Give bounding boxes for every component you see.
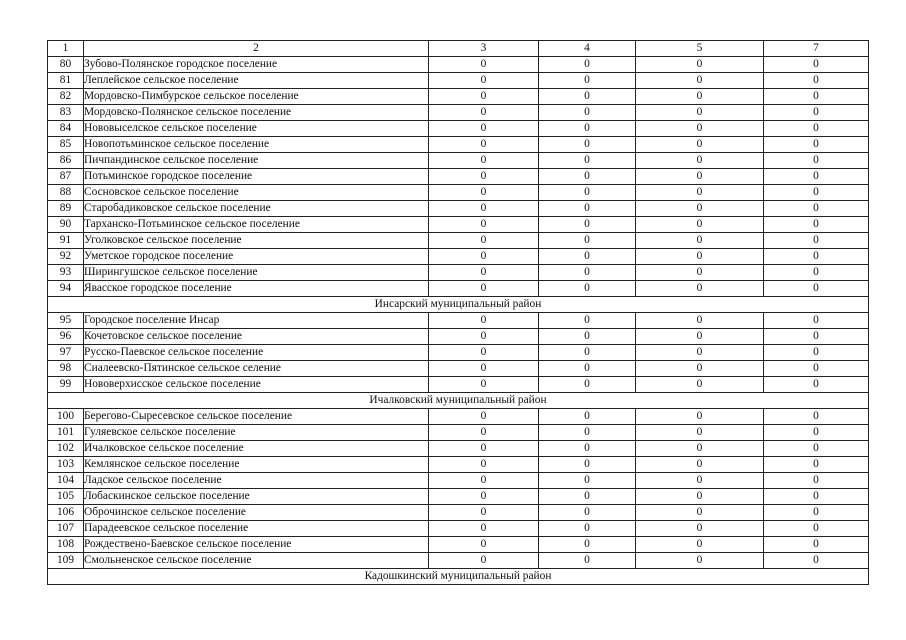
- row-number: 82: [48, 89, 84, 105]
- value-cell: 0: [636, 57, 764, 73]
- header-row: [48, 41, 869, 57]
- value-cell: 0: [539, 201, 636, 217]
- value-cell: 0: [764, 233, 869, 249]
- table-row: [48, 89, 869, 105]
- value-cell: 0: [764, 553, 869, 569]
- row-number: 90: [48, 217, 84, 233]
- value-cell: 0: [764, 409, 869, 425]
- value-cell: 0: [429, 361, 539, 377]
- value-cell: 0: [636, 377, 764, 393]
- value-cell: 0: [539, 153, 636, 169]
- value-cell: 0: [764, 137, 869, 153]
- settlement-name: Зубово-Полянское городское поселение: [84, 57, 429, 73]
- value-cell: 0: [636, 201, 764, 217]
- table-row: [48, 441, 869, 457]
- table-row: [48, 425, 869, 441]
- value-cell: 0: [636, 249, 764, 265]
- settlement-name: Ширингушское сельское поселение: [84, 265, 429, 281]
- table-row: [48, 217, 869, 233]
- settlement-name: Пичпандинское сельское поселение: [84, 153, 429, 169]
- row-number: 100: [48, 409, 84, 425]
- row-number: 105: [48, 489, 84, 505]
- settlement-name: Смольненское сельское поселение: [84, 553, 429, 569]
- settlement-name: Нововыселское сельское поселение: [84, 121, 429, 137]
- table-row: [48, 409, 869, 425]
- value-cell: 0: [429, 169, 539, 185]
- value-cell: 0: [764, 217, 869, 233]
- row-number: 101: [48, 425, 84, 441]
- value-cell: 0: [764, 377, 869, 393]
- settlement-name: Городское поселение Инсар: [84, 313, 429, 329]
- value-cell: 0: [539, 313, 636, 329]
- value-cell: 0: [764, 281, 869, 297]
- settlement-name: Русско-Паевское сельское поселение: [84, 345, 429, 361]
- value-cell: 0: [539, 281, 636, 297]
- value-cell: 0: [429, 89, 539, 105]
- value-cell: 0: [764, 329, 869, 345]
- value-cell: 0: [429, 441, 539, 457]
- row-number: 92: [48, 249, 84, 265]
- value-cell: 0: [429, 121, 539, 137]
- value-cell: 0: [539, 57, 636, 73]
- row-number: 103: [48, 457, 84, 473]
- value-cell: 0: [636, 89, 764, 105]
- settlement-name: Потьминское городское поселение: [84, 169, 429, 185]
- column-header: 3: [429, 41, 539, 57]
- settlement-name: Явасское городское поселение: [84, 281, 429, 297]
- value-cell: 0: [539, 185, 636, 201]
- value-cell: 0: [429, 473, 539, 489]
- settlement-name: Сиалеевско-Пятинское сельское селение: [84, 361, 429, 377]
- value-cell: 0: [539, 521, 636, 537]
- table-row: [48, 457, 869, 473]
- settlement-name: Сосновское сельское поселение: [84, 185, 429, 201]
- row-number: 108: [48, 537, 84, 553]
- value-cell: 0: [539, 217, 636, 233]
- table-row: [48, 329, 869, 345]
- value-cell: 0: [764, 153, 869, 169]
- settlement-name: Рождествено-Баевское сельское поселение: [84, 537, 429, 553]
- value-cell: 0: [636, 313, 764, 329]
- value-cell: 0: [539, 505, 636, 521]
- row-number: 98: [48, 361, 84, 377]
- table-row: [48, 105, 869, 121]
- value-cell: 0: [636, 137, 764, 153]
- row-number: 107: [48, 521, 84, 537]
- table-row: [48, 249, 869, 265]
- value-cell: 0: [764, 441, 869, 457]
- value-cell: 0: [764, 201, 869, 217]
- table-row: [48, 73, 869, 89]
- value-cell: 0: [636, 185, 764, 201]
- settlement-name: Парадеевское сельское поселение: [84, 521, 429, 537]
- section-row: [48, 569, 869, 585]
- table-body: [48, 41, 869, 585]
- row-number: 81: [48, 73, 84, 89]
- row-number: 97: [48, 345, 84, 361]
- value-cell: 0: [429, 265, 539, 281]
- value-cell: 0: [636, 473, 764, 489]
- settlement-name: Оброчинское сельское поселение: [84, 505, 429, 521]
- section-title: Ичалковский муниципальный район: [48, 393, 869, 409]
- value-cell: 0: [764, 57, 869, 73]
- value-cell: 0: [764, 265, 869, 281]
- value-cell: 0: [429, 73, 539, 89]
- row-number: 87: [48, 169, 84, 185]
- value-cell: 0: [636, 345, 764, 361]
- value-cell: 0: [539, 137, 636, 153]
- settlement-name: Лобаскинское сельское поселение: [84, 489, 429, 505]
- value-cell: 0: [636, 73, 764, 89]
- row-number: 93: [48, 265, 84, 281]
- value-cell: 0: [429, 457, 539, 473]
- row-number: 109: [48, 553, 84, 569]
- value-cell: 0: [539, 73, 636, 89]
- value-cell: 0: [429, 505, 539, 521]
- value-cell: 0: [636, 105, 764, 121]
- value-cell: 0: [539, 441, 636, 457]
- value-cell: 0: [636, 457, 764, 473]
- value-cell: 0: [429, 553, 539, 569]
- value-cell: 0: [429, 329, 539, 345]
- value-cell: 0: [636, 553, 764, 569]
- table-row: [48, 361, 869, 377]
- table-row: [48, 553, 869, 569]
- value-cell: 0: [539, 105, 636, 121]
- value-cell: 0: [429, 201, 539, 217]
- value-cell: 0: [636, 169, 764, 185]
- value-cell: 0: [764, 121, 869, 137]
- row-number: 88: [48, 185, 84, 201]
- value-cell: 0: [764, 89, 869, 105]
- value-cell: 0: [429, 537, 539, 553]
- value-cell: 0: [539, 553, 636, 569]
- value-cell: 0: [429, 105, 539, 121]
- value-cell: 0: [636, 233, 764, 249]
- row-number: 84: [48, 121, 84, 137]
- section-title: Кадошкинский муниципальный район: [48, 569, 869, 585]
- value-cell: 0: [429, 57, 539, 73]
- column-header: 4: [539, 41, 636, 57]
- value-cell: 0: [539, 361, 636, 377]
- table-row: [48, 377, 869, 393]
- value-cell: 0: [539, 169, 636, 185]
- table-row: [48, 521, 869, 537]
- value-cell: 0: [539, 329, 636, 345]
- value-cell: 0: [539, 377, 636, 393]
- row-number: 95: [48, 313, 84, 329]
- value-cell: 0: [636, 361, 764, 377]
- settlement-name: Мордовско-Полянское сельское поселение: [84, 105, 429, 121]
- settlement-name: Уголковское сельское поселение: [84, 233, 429, 249]
- value-cell: 0: [539, 489, 636, 505]
- value-cell: 0: [764, 169, 869, 185]
- value-cell: 0: [764, 505, 869, 521]
- value-cell: 0: [539, 473, 636, 489]
- table-row: [48, 505, 869, 521]
- value-cell: 0: [764, 361, 869, 377]
- value-cell: 0: [764, 473, 869, 489]
- table-row: [48, 345, 869, 361]
- value-cell: 0: [539, 265, 636, 281]
- row-number: 96: [48, 329, 84, 345]
- settlement-name: Кемлянское сельское поселение: [84, 457, 429, 473]
- value-cell: 0: [764, 457, 869, 473]
- value-cell: 0: [636, 121, 764, 137]
- value-cell: 0: [636, 329, 764, 345]
- table-row: [48, 473, 869, 489]
- value-cell: 0: [429, 217, 539, 233]
- settlement-name: Леплейское сельское поселение: [84, 73, 429, 89]
- value-cell: 0: [764, 521, 869, 537]
- value-cell: 0: [539, 537, 636, 553]
- value-cell: 0: [429, 345, 539, 361]
- settlement-name: Уметское городское поселение: [84, 249, 429, 265]
- settlement-name: Гуляевское сельское поселение: [84, 425, 429, 441]
- row-number: 94: [48, 281, 84, 297]
- row-number: 80: [48, 57, 84, 73]
- value-cell: 0: [539, 233, 636, 249]
- table-row: [48, 201, 869, 217]
- value-cell: 0: [636, 505, 764, 521]
- settlement-name: Ичалковское сельское поселение: [84, 441, 429, 457]
- value-cell: 0: [429, 137, 539, 153]
- value-cell: 0: [764, 537, 869, 553]
- value-cell: 0: [539, 345, 636, 361]
- value-cell: 0: [429, 185, 539, 201]
- table-row: [48, 137, 869, 153]
- value-cell: 0: [764, 185, 869, 201]
- value-cell: 0: [764, 489, 869, 505]
- value-cell: 0: [429, 233, 539, 249]
- column-header: 1: [48, 41, 84, 57]
- value-cell: 0: [429, 313, 539, 329]
- value-cell: 0: [764, 73, 869, 89]
- value-cell: 0: [539, 457, 636, 473]
- section-row: [48, 393, 869, 409]
- value-cell: 0: [429, 409, 539, 425]
- value-cell: 0: [429, 377, 539, 393]
- value-cell: 0: [636, 153, 764, 169]
- table-row: [48, 57, 869, 73]
- value-cell: 0: [539, 409, 636, 425]
- settlement-name: Берегово-Сыресевское сельское поселение: [84, 409, 429, 425]
- settlement-name: Тарханско-Потьминское сельское поселение: [84, 217, 429, 233]
- column-header: 7: [764, 41, 869, 57]
- table-row: [48, 537, 869, 553]
- settlement-name: Новопотьминское сельское поселение: [84, 137, 429, 153]
- settlement-name: Ладское сельское поселение: [84, 473, 429, 489]
- column-header: 2: [84, 41, 429, 57]
- table-row: [48, 281, 869, 297]
- value-cell: 0: [429, 153, 539, 169]
- value-cell: 0: [429, 281, 539, 297]
- row-number: 85: [48, 137, 84, 153]
- value-cell: 0: [636, 265, 764, 281]
- value-cell: 0: [429, 521, 539, 537]
- row-number: 106: [48, 505, 84, 521]
- value-cell: 0: [429, 249, 539, 265]
- settlement-name: Старобадиковское сельское поселение: [84, 201, 429, 217]
- value-cell: 0: [764, 249, 869, 265]
- value-cell: 0: [539, 249, 636, 265]
- value-cell: 0: [636, 425, 764, 441]
- section-row: [48, 297, 869, 313]
- value-cell: 0: [764, 345, 869, 361]
- table-row: [48, 265, 869, 281]
- row-number: 83: [48, 105, 84, 121]
- row-number: 104: [48, 473, 84, 489]
- value-cell: 0: [764, 105, 869, 121]
- table-row: [48, 153, 869, 169]
- value-cell: 0: [539, 89, 636, 105]
- value-cell: 0: [636, 281, 764, 297]
- value-cell: 0: [636, 441, 764, 457]
- value-cell: 0: [539, 121, 636, 137]
- table-row: [48, 489, 869, 505]
- row-number: 91: [48, 233, 84, 249]
- value-cell: 0: [539, 425, 636, 441]
- value-cell: 0: [636, 409, 764, 425]
- table-row: [48, 313, 869, 329]
- section-title: Инсарский муниципальный район: [48, 297, 869, 313]
- value-cell: 0: [636, 217, 764, 233]
- settlement-name: Кочетовское сельское поселение: [84, 329, 429, 345]
- settlements-table: [47, 40, 869, 585]
- table-row: [48, 233, 869, 249]
- value-cell: 0: [636, 489, 764, 505]
- table-row: [48, 169, 869, 185]
- value-cell: 0: [636, 521, 764, 537]
- value-cell: 0: [636, 537, 764, 553]
- table-row: [48, 121, 869, 137]
- row-number: 99: [48, 377, 84, 393]
- value-cell: 0: [429, 425, 539, 441]
- settlement-name: Мордовско-Пимбурское сельское поселение: [84, 89, 429, 105]
- value-cell: 0: [764, 313, 869, 329]
- value-cell: 0: [764, 425, 869, 441]
- row-number: 86: [48, 153, 84, 169]
- column-header: 5: [636, 41, 764, 57]
- table-row: [48, 185, 869, 201]
- settlement-name: Нововерхисское сельское поселение: [84, 377, 429, 393]
- row-number: 102: [48, 441, 84, 457]
- value-cell: 0: [429, 489, 539, 505]
- row-number: 89: [48, 201, 84, 217]
